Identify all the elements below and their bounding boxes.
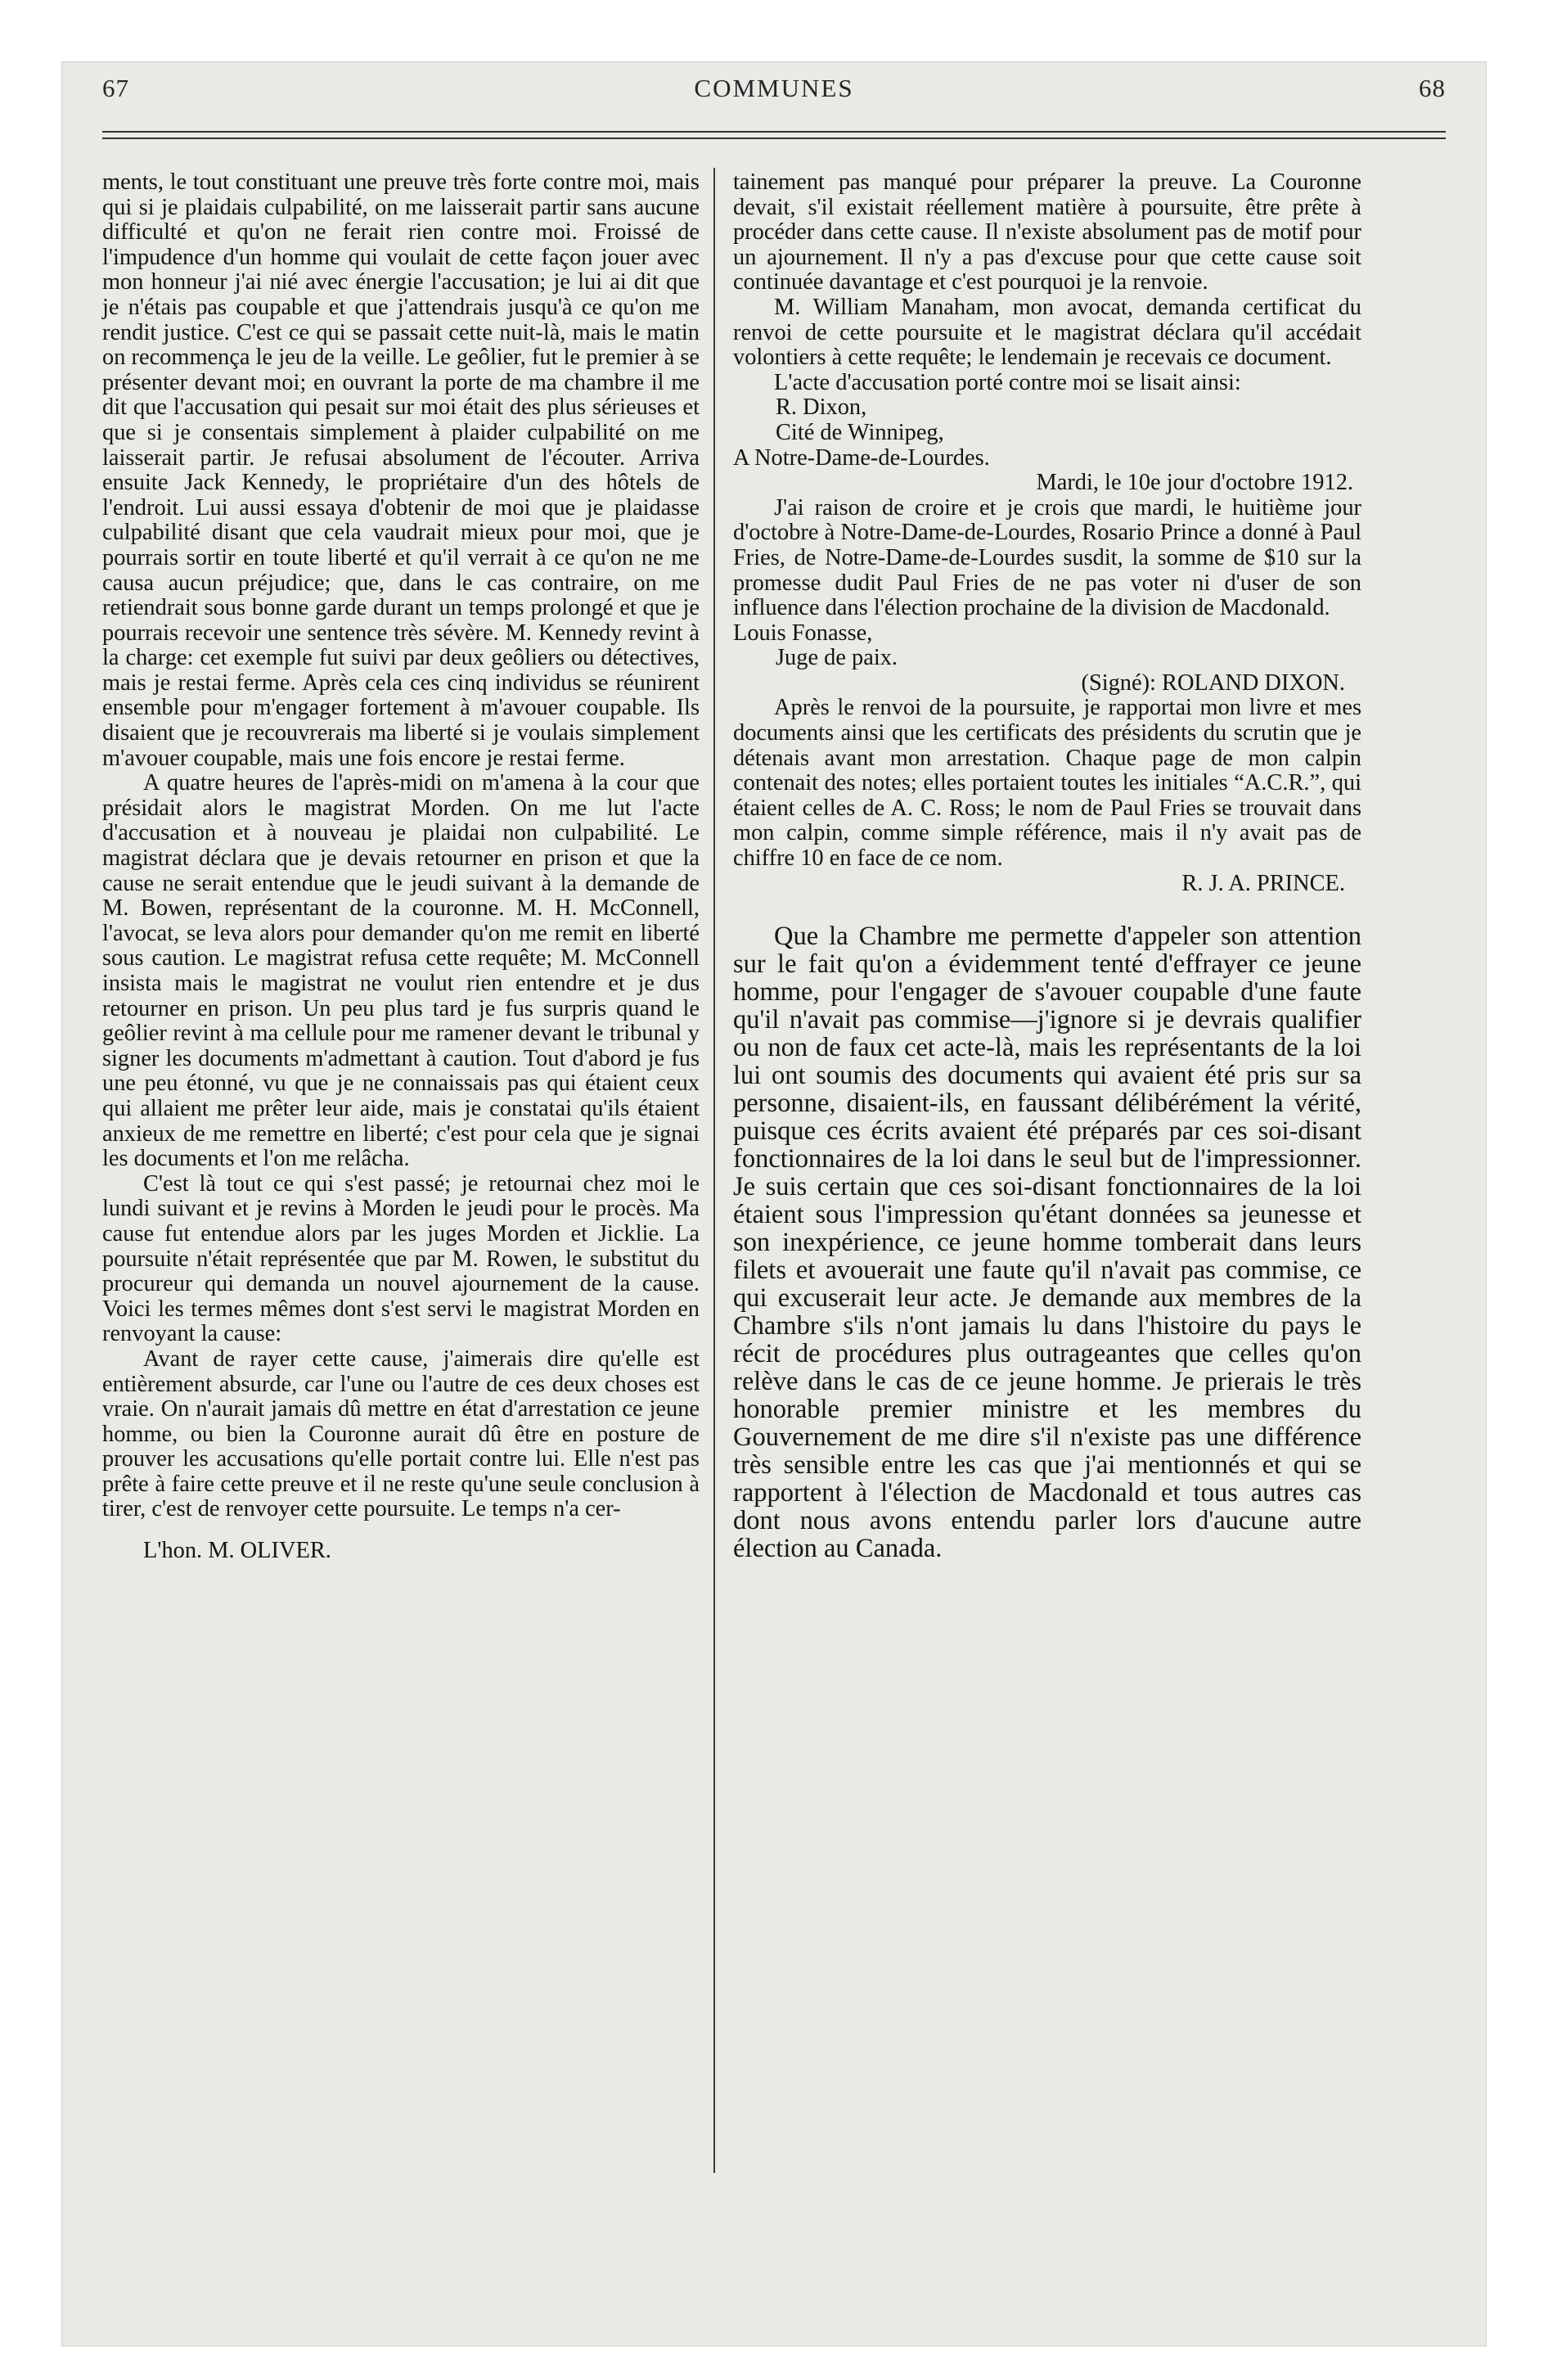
- paragraph: ments, le tout constituant une preuve très forte contre moi, mais qui si je plaidais culpabilité, on me laisserait partir sans aucune difficulté et qu'on ne ferait rien contre moi. Froissé de l'impudence d'un homme qui voulait de cette façon jouer avec mon honneur j'ai nié avec énergie l'accusation; je lui ai dit que je n'étais pas coupable et que j'attendrais jusqu'à ce qu'on me rendit justice. C'est ce qui se passait cette nuit-là, mais le matin on recommença le jeu de la veille. Le geôlier, fut le premier à se présenter devant moi; en ouvrant la porte de ma chambre il me dit que l'accusation qui pesait sur moi était des plus sérieuses et que si je consentais simplement à plaider culpabilité on me laisserait partir. Je refusai absolument de l'écouter. Arriva ensuite Jack Kennedy, le propriétaire d'un des hôtels de l'endroit. Lui aussi essaya d'obtenir de moi que je plaidasse culpabilité disant que cela vaudrait mieux pour moi, que je pourrais sortir en toute liberté et qu'il verrait à ce qu'on ne me causa aucun préjudice; que, dans le cas contraire, on me retiendrait sous bonne garde durant un temps prolongé et que je pourrais recevoir une sentence très sévère. M. Kennedy revint à la charge: cet exemple fut suivi par deux geôliers ou détectives, mais je restai ferme. Après cela ces cinq individus se réunirent ensemble pour m'engager fortement à m'avouer coupable. Ils disaient que je recouvrerais ma liberté si je voulais simplement m'avouer coupable, mais une fois encore je restai ferme.: [102, 169, 700, 771]
- paragraph: Après le renvoi de la poursuite, je rapportai mon livre et mes documents ainsi que les certificats des présidents du scrutin que je détenais avant mon arrestation. Chaque page de mon calpin contenait des notes; elles portaient toutes les initiales “A.C.R.”, qui étaient celles de A. C. Ross; le nom de Paul Fries se trouvait dans mon calpin, comme simple référence, mais il n'y avait pas de chiffre 10 en face de ce nom.: [733, 695, 1361, 872]
- column-divider: [713, 168, 715, 2173]
- signature-line: Juge de paix.: [776, 645, 898, 671]
- address-line: A Notre-Dame-de-Lourdes.: [733, 444, 990, 471]
- header-rule-top: [102, 131, 1446, 133]
- paragraph: A quatre heures de l'après-midi on m'amena à la cour que présidait alors le magistrat Morden. On me lut l'acte d'accusation et à nouveau je plaidai non culpabilité. Le magistrat déclara que je devais retourner en prison et que la cause ne serait entendue que le jeudi suivant à la demande de M. Bowen, représentant de la couronne. M. H. McConnell, l'avocat, se leva alors pour demander qu'on me remit en liberté sous caution. Le magistrat refusa cette requête; M. McConnell insista mais le magistrat ne voulut rien entendre et je dus retourner en prison. Un peu plus tard je fus surpris quand le geôlier revint à ma cellule pour me ramener devant le tribunal y signer les documents m'admettant à caution. Tout d'abord je fus une peu étonné, vu que je ne connaissais pas qui étaient ceux qui allaient me prêter leur aide, mais je constatai qu'ils étaient anxieux de me remettre en liberté; c'est pour cela que je signai les documents et l'on me relâcha.: [102, 770, 700, 1172]
- spacer: [733, 896, 1361, 903]
- speech-paragraph: Que la Chambre me permette d'appeler son attention sur le fait qu'on a évidemment tenté d'effrayer ce jeune homme, pour l'engager de s'avouer coupable d'une faute qu'il n'avait pas commise—j'ignore si je devrais qualifier ou non de faux cet acte-là, mais les représentants de la loi lui ont soumis des documents qui avaient été pris sur sa personne, disaient-ils, en faussant délibérément la vérité, puisque ces écrits avaient été préparés par ces soi-disant fonctionnaires de la loi dans le seul but de l'impressionner. Je suis certain que ces soi-disant fonctionnaires de la loi étaient sous l'impression qu'étant données sa jeunesse et son inexpérience, ce jeune homme tomberait dans leurs filets et avouerait une faute qu'il n'avait pas commise, ce qui excuserait leur acte. Je demande aux membres de la Chambre s'ils n'ont jamais lu dans l'histoire du pays le récit de procédures plus outrageantes que celles qu'on relève dans le cas de ce jeune homme. Je prierais le très honorable premier ministre et les membres du Gouvernement de me dire s'il n'existe pas une différence très sensible entre les cas que j'ai mentionnés et qui se rapportent à l'élection de Macdonald et tous autres cas dont nous avons entendu parler lors d'aucune autre élection au Canada.: [733, 922, 1361, 1564]
- left-column: [102, 170, 700, 1564]
- paragraph: M. William Manaham, mon avocat, demanda certificat du renvoi de cette poursuite et le magistrat déclara qu'il accédait volontiers à cette requête; le lendemain je recevais ce document.: [733, 294, 1361, 371]
- speaker-name: L'hon. M. OLIVER.: [143, 1538, 331, 1564]
- signature-line: (Signé): ROLAND DIXON.: [1081, 669, 1345, 696]
- dateline: Mardi, le 10e jour d'octobre 1912.: [1036, 470, 1353, 496]
- running-title: COMMUNES: [694, 74, 854, 102]
- signature-line: Louis Fonasse,: [733, 620, 873, 646]
- signature-line: R. J. A. PRINCE.: [1181, 870, 1345, 896]
- page-header: [102, 74, 1446, 115]
- page-number-right: 68: [1419, 74, 1446, 102]
- paragraph: J'ai raison de croire et je crois que mardi, le huitième jour d'octobre à Notre-Dame-de-Lourdes, Rosario Prince a donné à Paul Fries, de Notre-Dame-de-Lourdes susdit, la somme de $10 sur la promesse dudit Paul Fries de ne pas voter ni d'user de son influence dans l'élection prochaine de la division de Macdonald.: [733, 494, 1361, 621]
- paragraph: tainement pas manqué pour préparer la preuve. La Couronne devait, s'il existait réellement matière à poursuite, être prête à procéder dans cette cause. Il n'existe absolument pas de motif pour un ajournement. Il n'y a pas d'excuse pour que cette cause soit continuée davantage et c'est pourquoi je la renvoie.: [733, 169, 1361, 295]
- address-line: R. Dixon,: [776, 394, 867, 421]
- header-rule-bottom: [102, 137, 1446, 139]
- address-line: Cité de Winnipeg,: [776, 419, 944, 445]
- paragraph: C'est là tout ce qui s'est passé; je retournai chez moi le lundi suivant et je revins à Morden le jeudi pour le procès. Ma cause fut entendue alors par les juges Morden et Jicklie. La poursuite n'était représentée que par M. Rowen, le substitut du procureur qui demanda un nouvel ajournement de la cause. Voici les termes mêmes dont s'est servi le magistrat Morden en renvoyant la cause:: [102, 1170, 700, 1347]
- page-number-left: 67: [102, 74, 129, 102]
- paragraph: L'acte d'accusation porté contre moi se lisait ainsi:: [774, 369, 1241, 395]
- right-column: [733, 170, 1361, 1562]
- quoted-paragraph: Avant de rayer cette cause, j'aimerais dire qu'elle est entièrement absurde, car l'une ou l'autre de ces deux choses est vraie. On n'aurait jamais dû mettre en état d'arrestation ce jeune homme, ou bien la Couronne aurait dû être en posture de prouver les accusations qu'elle portait contre lui. Elle n'est pas prête à faire cette preuve et il ne reste qu'une seule conclusion à tirer, c'est de renvoyer cette poursuite. Le temps n'a cer-: [102, 1346, 700, 1522]
